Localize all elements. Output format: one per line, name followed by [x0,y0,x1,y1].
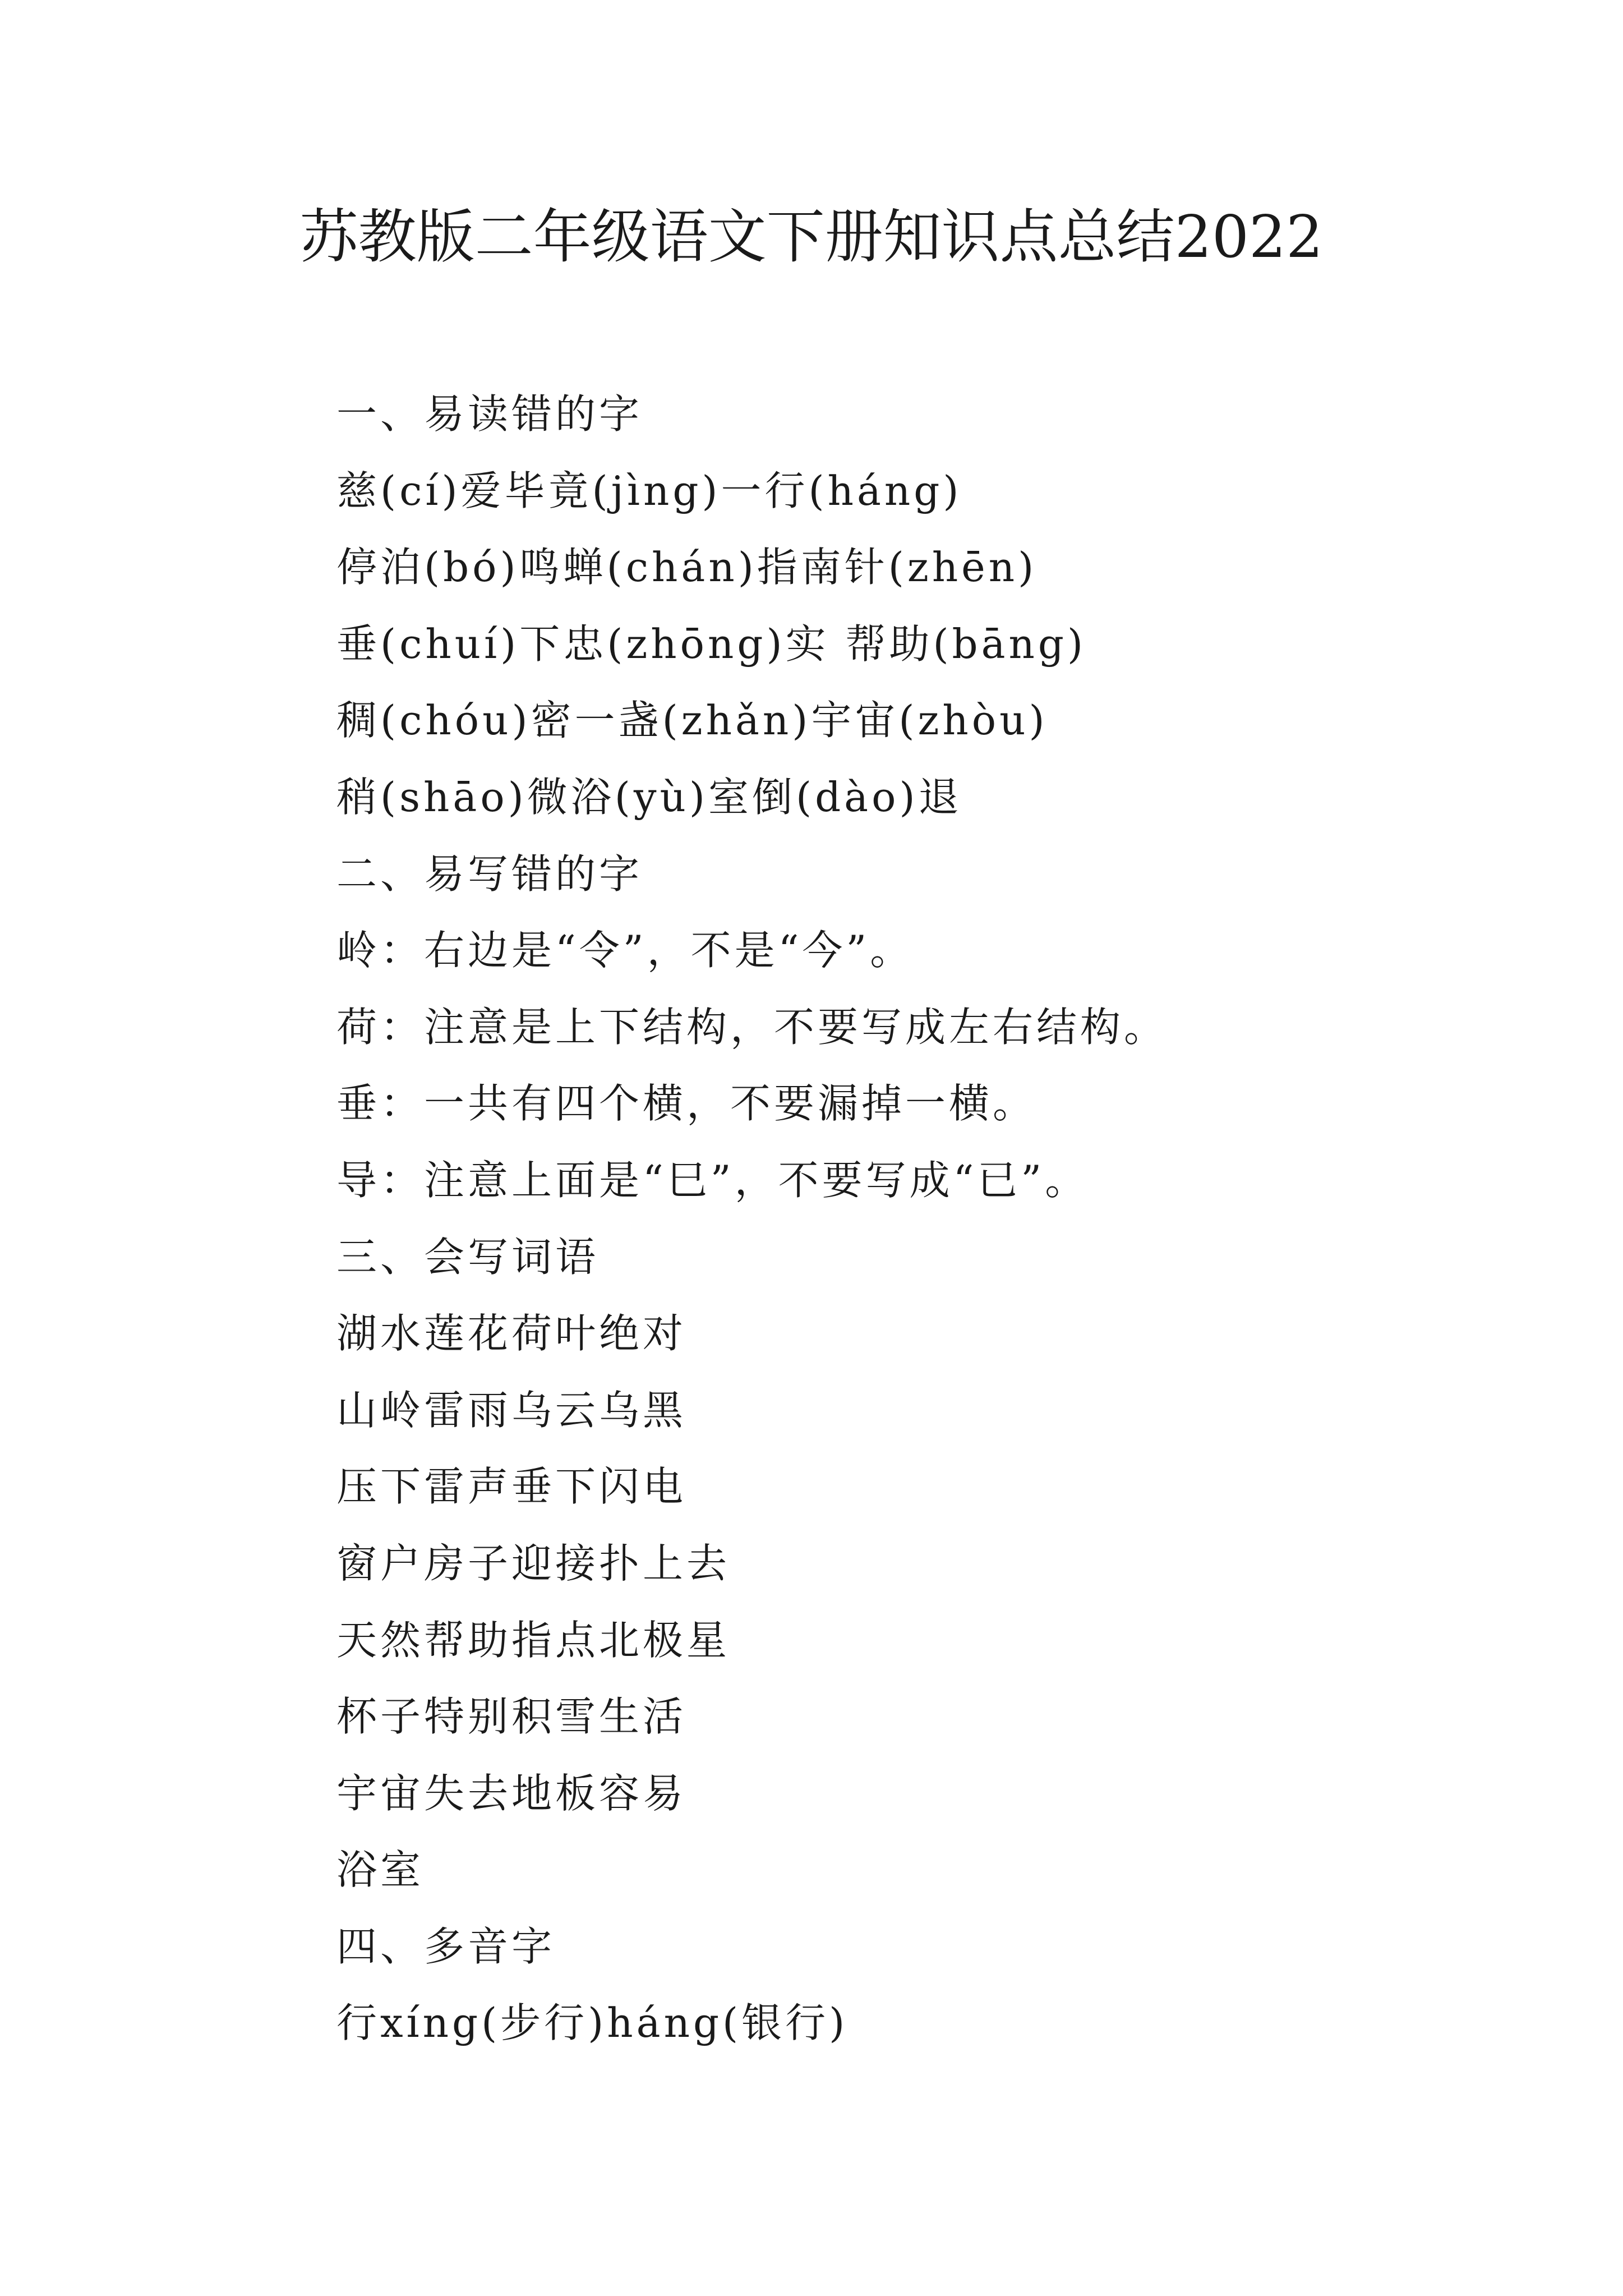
body-line: 压下雷声垂下闪电 [336,1463,687,1511]
body-line: 岭：右边是“令”，不是“今”。 [336,927,914,974]
body-line: 导：注意上面是“巳”，不要写成“已”。 [336,1156,1089,1204]
body-line: 杯子特别积雪生活 [336,1693,687,1741]
body-line: 垂(chuí)下忠(zhōng)实 帮助(bāng) [336,620,1087,668]
section-heading-1: 一、易读错的字 [336,390,643,438]
document-title: 苏教版二年级语文下册知识点总结2022 [299,203,1324,271]
body-line: 浴室 [336,1846,425,1894]
body-line: 天然帮助指点北极星 [336,1616,731,1664]
body-line: 窗户房子迎接扑上去 [336,1539,731,1587]
body-line: 垂：一共有四个横，不要漏掉一横。 [336,1080,1037,1128]
section-heading-2: 二、易写错的字 [336,850,643,898]
body-line: 湖水莲花荷叶绝对 [336,1310,687,1358]
body-line: 稍(shāo)微浴(yù)室倒(dào)退 [336,773,962,821]
document-body [336,376,1514,2062]
body-line: 停泊(bó)鸣蝉(chán)指南针(zhēn) [336,544,1038,591]
body-line: 荷：注意是上下结构，不要写成左右结构。 [336,1003,1168,1051]
body-line: 慈(cí)爱毕竟(jìng)一行(háng) [336,467,962,514]
section-heading-4: 四、多音字 [336,1922,556,1970]
body-line: 行xíng(步行)háng(银行) [336,1999,849,2047]
body-line: 稠(chóu)密一盏(zhǎn)宇宙(zhòu) [336,697,1048,744]
body-line: 宇宙失去地板容易 [336,1769,687,1817]
body-line: 山岭雷雨乌云乌黑 [336,1386,687,1434]
section-heading-3: 三、会写词语 [336,1233,600,1281]
